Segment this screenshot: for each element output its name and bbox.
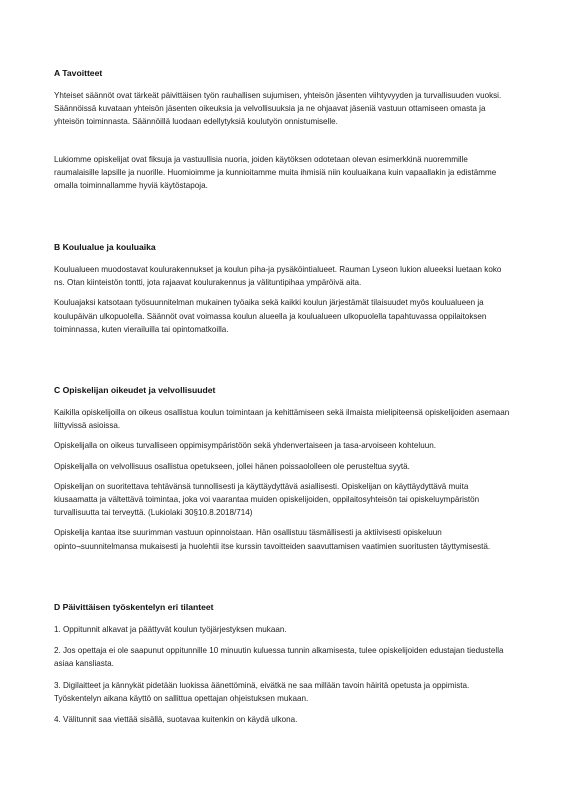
paragraph: Yhteiset säännöt ovat tärkeät päivittäisen työn rauhallisen sujumisen, yhteisön jäsenten viihtyvyyden ja turvallisuuden vuoksi. Säännöissä kuvataan yhteisön jäsenten oikeuksia ja velvollisuuksia ja ne ohjaavat jäseniä vastuun ottamiseen omasta ja yhteisön toiminnasta. Säännöillä luodaan edellytyksiä koulutyön onnistumiselle. (54, 91, 502, 127)
paragraph: Opiskelija kantaa itse suurimman vastuun opinnoistaan. Hän osallistuu täsmällisesti ja aktiivisesti opiskeluun opinto¬suunnitelmansa mukaisesti ja huolehtii itse kurssin tavoitteiden saavuttamisen vaatimien suoritusten täyttymisestä. (54, 528, 491, 551)
paragraph: Kouluajaksi katsotaan työsuunnitelman mukainen työaika sekä kaikki koulun järjestämät tilaisuudet myös koulualueen ja koulupäivän ulkopuolella. Säännöt ovat voimassa koulun alueella ja koulualueen ulkopuolella tapahtuvassa oppilaitoksen toiminnassa, kuten vierailuilla tai opintomatkoilla. (54, 298, 487, 334)
section-d (54, 601, 514, 734)
section-a (54, 67, 514, 199)
paragraph: Kaikilla opiskelijoilla on oikeus osallistua koulun toimintaan ja kehittämiseen sekä ilmaista mielipiteensä opiskelijoiden asemaan liittyvissä asioissa. (54, 408, 510, 431)
list-item: 4. Välitunnit saa viettää sisällä, suotavaa kuitenkin on käydä ulkona. (54, 715, 298, 725)
paragraph: Opiskelijan on suoritettava tehtävänsä tunnollisesti ja käyttäydyttävä asiallisesti. Opiskelijan on käyttäydyttävä muita kiusaamatta ja vältettävä toimintaa, joka voi vaarantaa muiden opiskelijoiden, oppilaitosyhteisön tai opiskeluympäristön turvallisuutta tai terveyttä. (Lukiolaki 30§10.8.2018/714) (54, 481, 480, 518)
section-heading: D Päivittäisen työskentelyn eri tilanteet (54, 602, 214, 612)
section-heading: A Tavoitteet (54, 68, 103, 78)
section-c (54, 384, 514, 560)
paragraph: Opiskelijalla on velvollisuus osallistua opetukseen, jollei hänen poissaololleen ole perusteltua syytä. (54, 461, 410, 471)
paragraph: Lukiomme opiskelijat ovat fiksuja ja vastuullisia nuoria, joiden käytöksen odotetaan olevan esimerkkinä nuoremmille raumalaisille lapsille ja nuorille. Huomioimme ja kunnioitamme muita ihmisiä niin kouluaikana kuin vapaallakin ja edistämme omalla toiminnallamme hyviä käytöstapoja. (54, 154, 497, 191)
section-b (54, 241, 514, 343)
list-item: 2. Jos opettaja ei ole saapunut oppitunnille 10 minuutin kuluessa tunnin alkamisesta, tulee opiskelijoiden edustajan tiedustella asiaa kansliasta. (54, 646, 504, 669)
paragraph: Koulualueen muodostavat koulurakennukset ja koulun piha-ja pysäköintialueet. Rauman Lyseon lukion alueeksi luetaan koko ns. Otan kiinteistön tontti, jota rajaavat koulurakennus ja välituntipihaa ympäröivä aita. (54, 265, 502, 288)
list-item: 1. Oppitunnit alkavat ja päättyvät koulun työjärjestyksen mukaan. (54, 625, 287, 634)
section-heading: C Opiskelijan oikeudet ja velvollisuudet (54, 385, 216, 395)
section-heading: B Koulualue ja kouluaika (54, 242, 156, 252)
list-item: 3. Digilaitteet ja kännykät pidetään luokissa äänettöminä, eivätkä ne saa millään tavoin häiritä opetusta ja oppimista. Työskentelyn aikana käyttö on sallittua opettajan ohjeistuksen mukaan. (54, 680, 470, 703)
paragraph: Opiskelijalla on oikeus turvalliseen oppimisympäristöön sekä yhdenvertaiseen ja tasa-arvoiseen kohteluun. (54, 441, 436, 451)
